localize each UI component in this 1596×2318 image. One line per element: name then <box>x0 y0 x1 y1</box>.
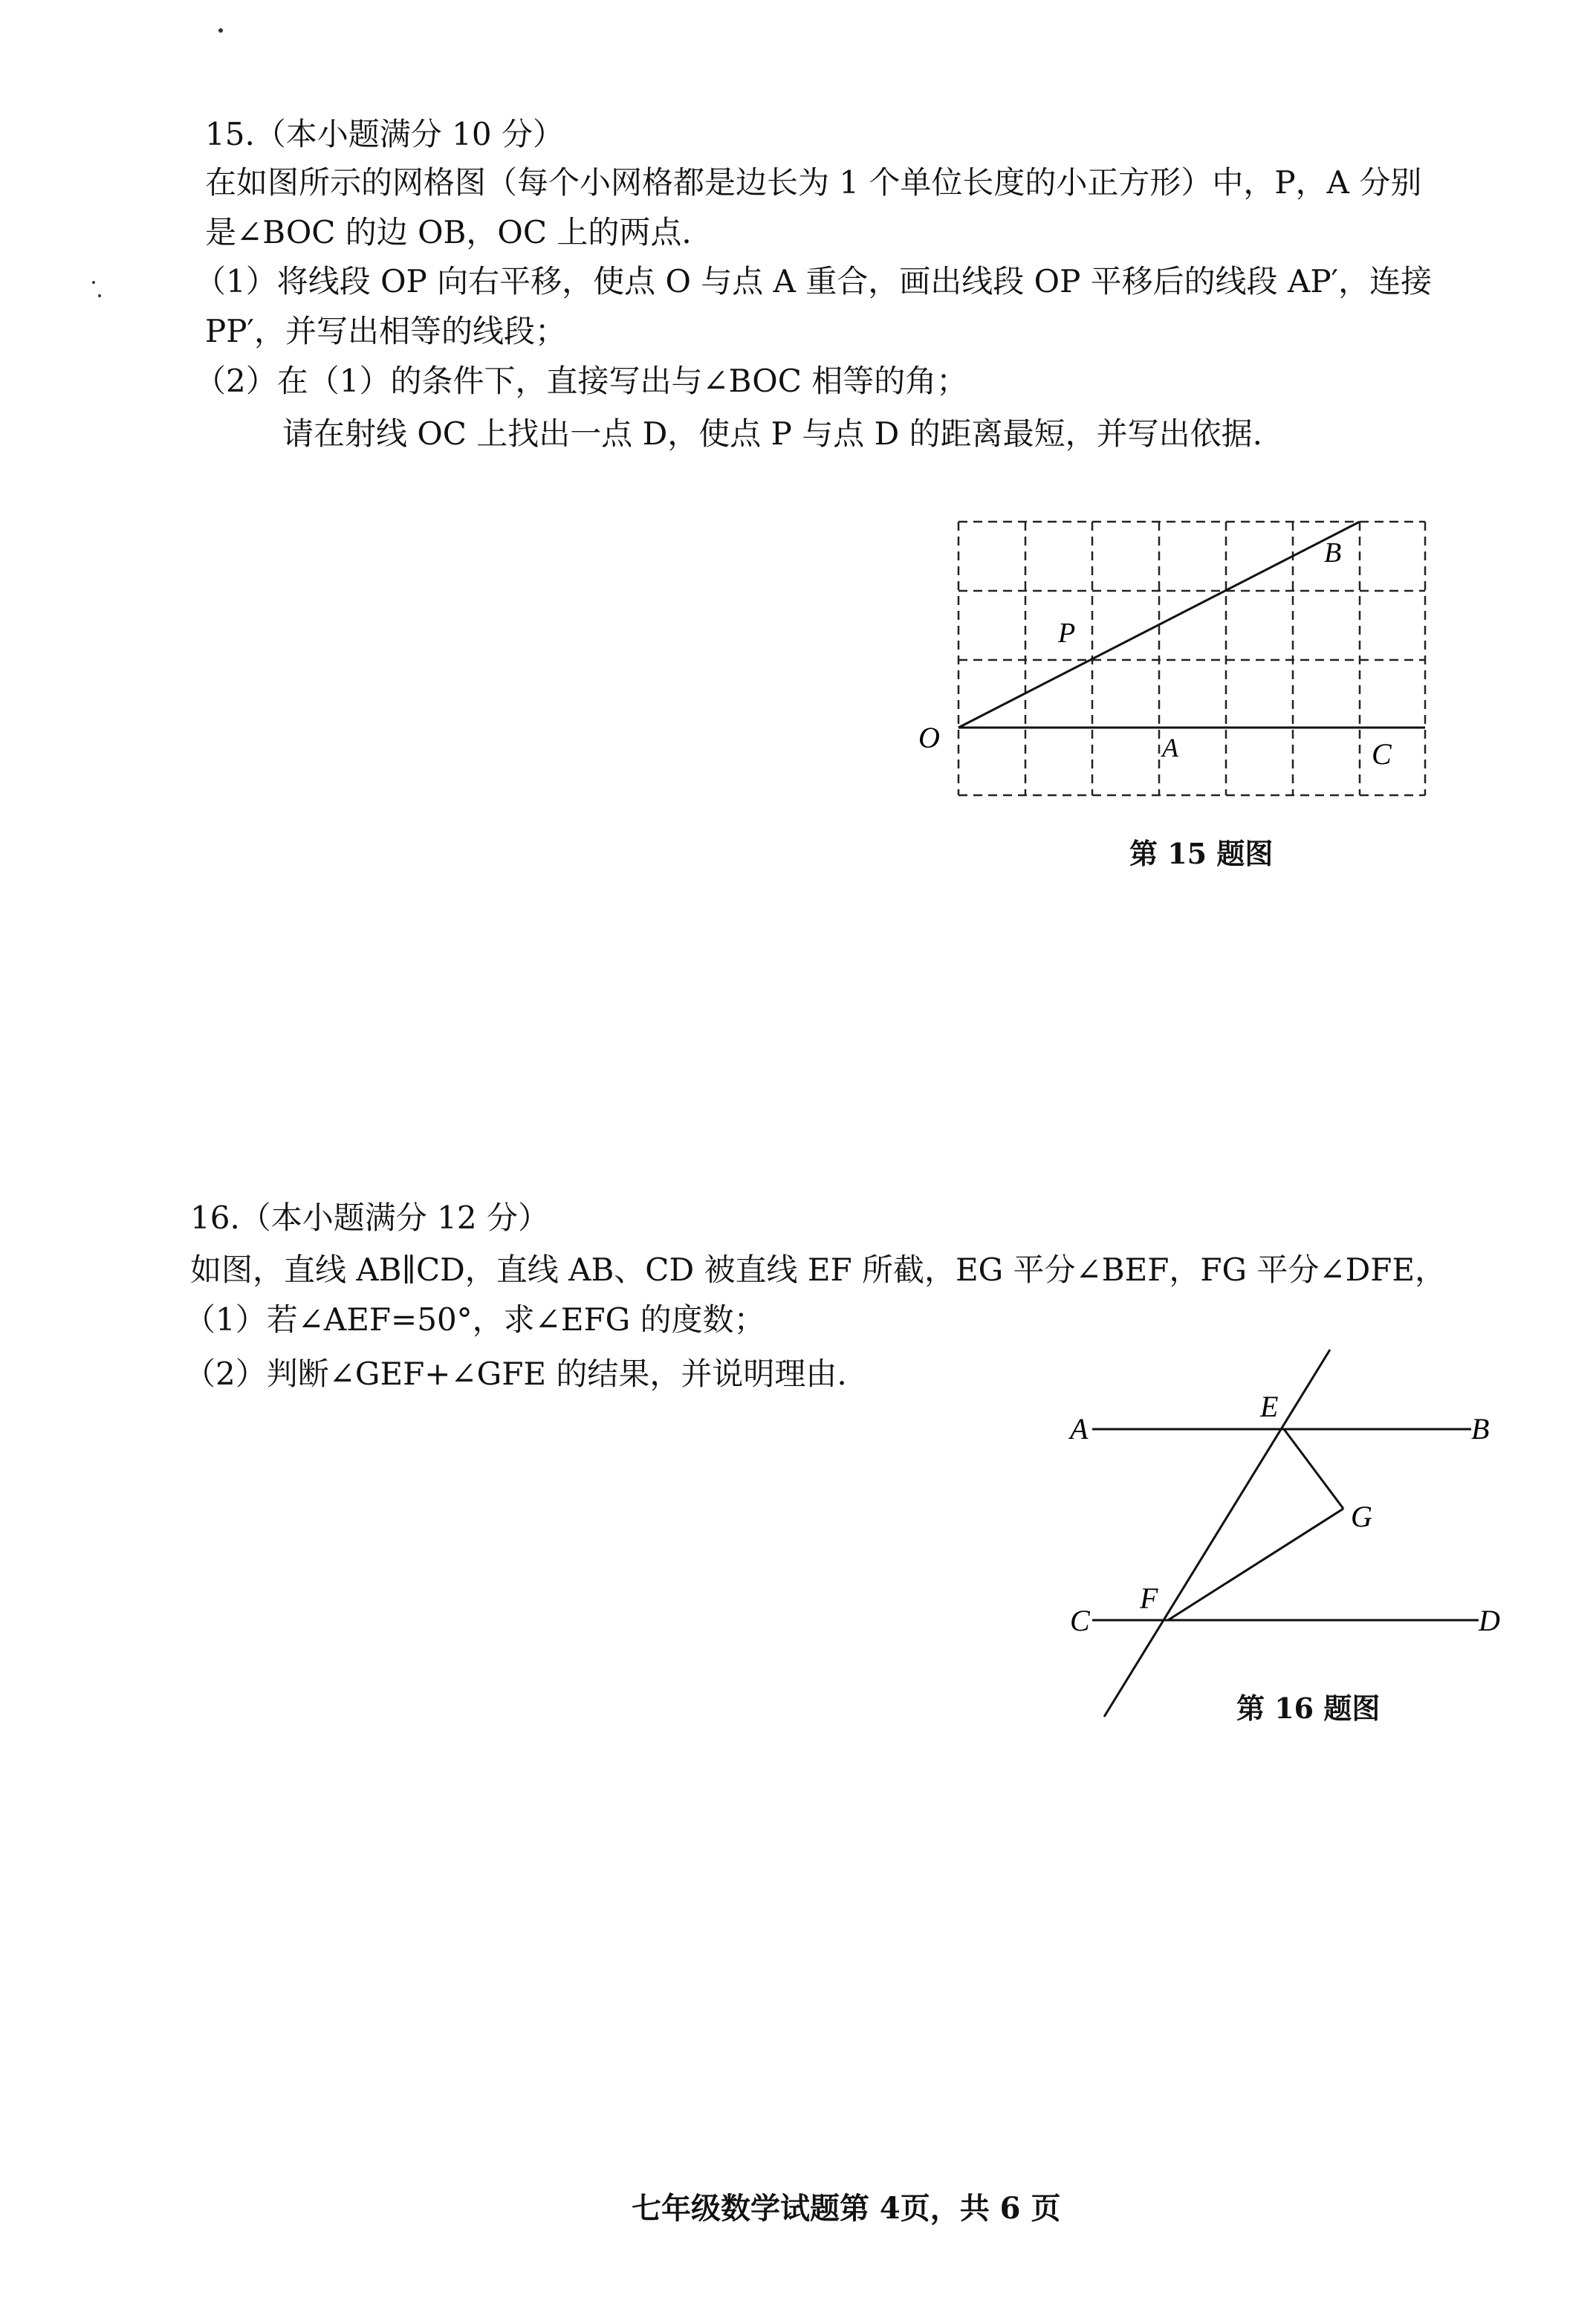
q15-part-1-line-2: PP′，并写出相等的线段； <box>205 313 567 349</box>
label-e: E <box>1260 1390 1279 1423</box>
label-a: A <box>1162 733 1178 763</box>
grid-lines <box>958 522 1425 795</box>
q15-part-1-line-1: （1）将线段 OP 向右平移，使点 O 与点 A 重合，画出线段 OP 平移后的线段 AP′，连接 <box>195 263 1433 300</box>
q15-header: 15.（本小题满分 10 分） <box>205 116 564 152</box>
q16-part-1: （1）若∠AEF=50°，求∠EFG 的度数； <box>184 1301 765 1338</box>
q15-part-2-line-1: （2）在（1）的条件下，直接写出与∠BOC 相等的角； <box>195 363 968 399</box>
q15-part-2-line-2: 请在射线 OC 上找出一点 D，使点 P 与点 D 的距离最短，并写出依据. <box>282 415 1262 452</box>
label-c: C <box>1070 1604 1090 1637</box>
scan-speck <box>92 281 95 284</box>
q16-line-1: 如图，直线 AB∥CD，直线 AB、CD 被直线 EF 所截，EG 平分∠BEF，FG 平分∠DFE， <box>190 1252 1447 1288</box>
q15-grid-figure <box>892 505 1456 818</box>
q15-figure-caption: 第 15 题图 <box>1129 837 1274 870</box>
q15-line-1: 在如图所示的网格图（每个小网格都是边长为 1 个单位长度的小正方形）中，P，A 分别 <box>205 164 1422 201</box>
label-o: O <box>918 721 940 754</box>
q16-header: 16.（本小题满分 12 分） <box>190 1200 549 1236</box>
segment-fg <box>1168 1509 1343 1620</box>
label-a: A <box>1070 1412 1089 1445</box>
line-ef <box>1104 1350 1330 1717</box>
label-c: C <box>1372 737 1392 771</box>
label-p: P <box>1058 618 1076 649</box>
page-footer: 七年级数学试题第 4页，共 6 页 <box>632 2191 1061 2226</box>
q15-line-2: 是∠BOC 的边 OB，OC 上的两点. <box>205 214 692 250</box>
q16-parallel-lines-figure <box>1055 1338 1531 1739</box>
q16-figure-caption: 第 16 题图 <box>1236 1691 1381 1725</box>
label-f: F <box>1140 1582 1158 1615</box>
scan-speck <box>98 294 101 297</box>
label-d: D <box>1479 1604 1500 1637</box>
label-b: B <box>1471 1412 1490 1445</box>
label-g: G <box>1351 1500 1372 1533</box>
q16-part-2: （2）判断∠GEF+∠GFE 的结果，并说明理由. <box>184 1356 847 1392</box>
scan-speck <box>218 28 223 33</box>
label-b: B <box>1324 537 1342 569</box>
segment-eg <box>1284 1429 1343 1509</box>
